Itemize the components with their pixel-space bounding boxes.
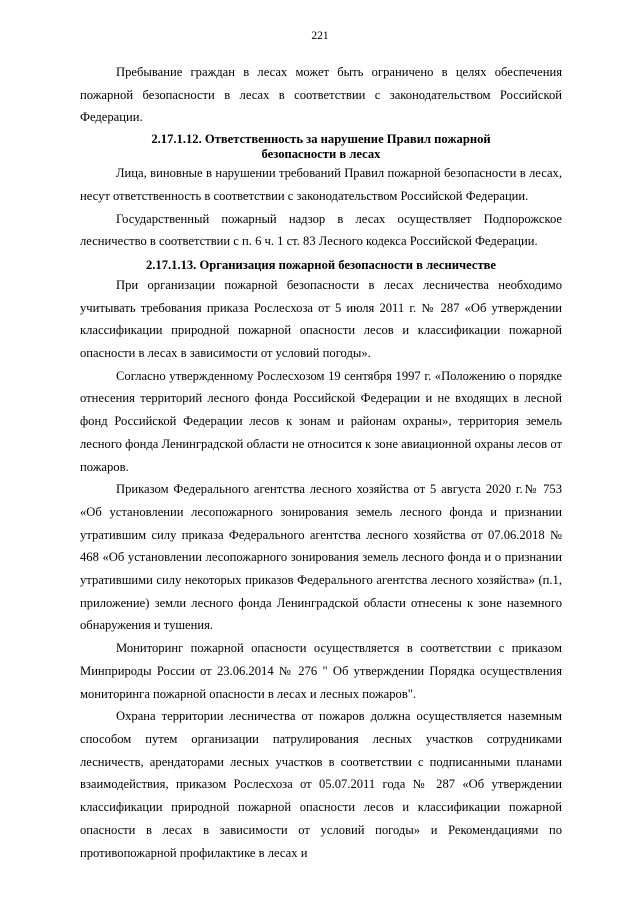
paragraph-liability: Лица, виновные в нарушении требований Правил пожарной безопасности в лесах, несут ответственность в соответствии с законодательством Российской Федерации.: [80, 166, 562, 203]
paragraph-fire-zoning: Приказом Федерального агентства лесного хозяйства от 5 августа 2020 г.№ 753 «Об установлении лесопожарного зонирования земель лесного фонда и признании утратившим силу приказа Федерального агентства лесного хозяйства от 07.06.2018 № 468 «Об установлении лесопожарного зонирования земель лесного фонда и о признании утратившими силу некоторых приказов Федерального агентства лесного хозяйства» (п.1, приложение) земли лесного фонда Ленинградской области отнесены к зоне наземного обнаружения и тушения.: [80, 482, 562, 633]
page-number: 221: [311, 30, 329, 42]
paragraph-protection-method: Охрана территории лесничества от пожаров должна осуществляется наземным способом путем организации патрулирования лесных участков сотрудниками лесничеств, арендаторами лесных участков в соответствии с подписанными планами взаимодействия, приказом Рослесхоза от 05.07.2011 года № 287 «Об утверждении классификации природной пожарной опасности лесов и классификации пожарной опасности в лесах в зависимости от условий погоды» и Рекомендациями по противопожарной профилактике в лесах и: [80, 709, 562, 860]
section-heading-line1: 2.17.1.12. Ответственность за нарушение Правил пожарной: [151, 132, 491, 147]
section-heading-responsibility: [80, 132, 562, 161]
paragraph-fire-supervision: Государственный пожарный надзор в лесах осуществляет Подпорожское лесничество в соответствии с п. 6 ч. 1 ст. 83 Лесного кодекса Российской Федерации.: [80, 211, 562, 249]
paragraph-protection-zones: Согласно утвержденному Рослесхозом 19 сентября 1997 г. «Положению о порядке отнесения территорий лесного фонда Российской Федерации и не входящих в лесной фонд Российской Федерации лесов к зонам и районам охраны», территория земель лесного фонда Ленинградской области не относится к зоне авиационной охраны лесов от пожаров.: [80, 368, 562, 474]
paragraph-restriction: Пребывание граждан в лесах может быть ограничено в целях обеспечения пожарной безопасности в лесах в соответствии с законодательством Российской Федерации.: [80, 65, 562, 125]
section-heading-line2: безопасности в лесах: [261, 146, 381, 161]
document-body: [80, 61, 562, 864]
section-heading-organization: 2.17.1.13. Организация пожарной безопасности в лесничестве: [145, 257, 497, 272]
paragraph-classification-order: При организации пожарной безопасности в лесах лесничества необходимо учитывать требования приказа Рослесхоза от 5 июля 2011 г. № 287 «Об утверждении классификации природной пожарной опасности лесов и классификации пожарной опасности в лесах в зависимости от условий погоды».: [80, 277, 562, 361]
paragraph-monitoring: Мониторинг пожарной опасности осуществляется в соответствии с приказом Минприроды России от 23.06.2014 № 276 " Об утверждении Порядка осуществления мониторинга пожарной опасности в лесах и лесных пожаров".: [80, 641, 562, 701]
